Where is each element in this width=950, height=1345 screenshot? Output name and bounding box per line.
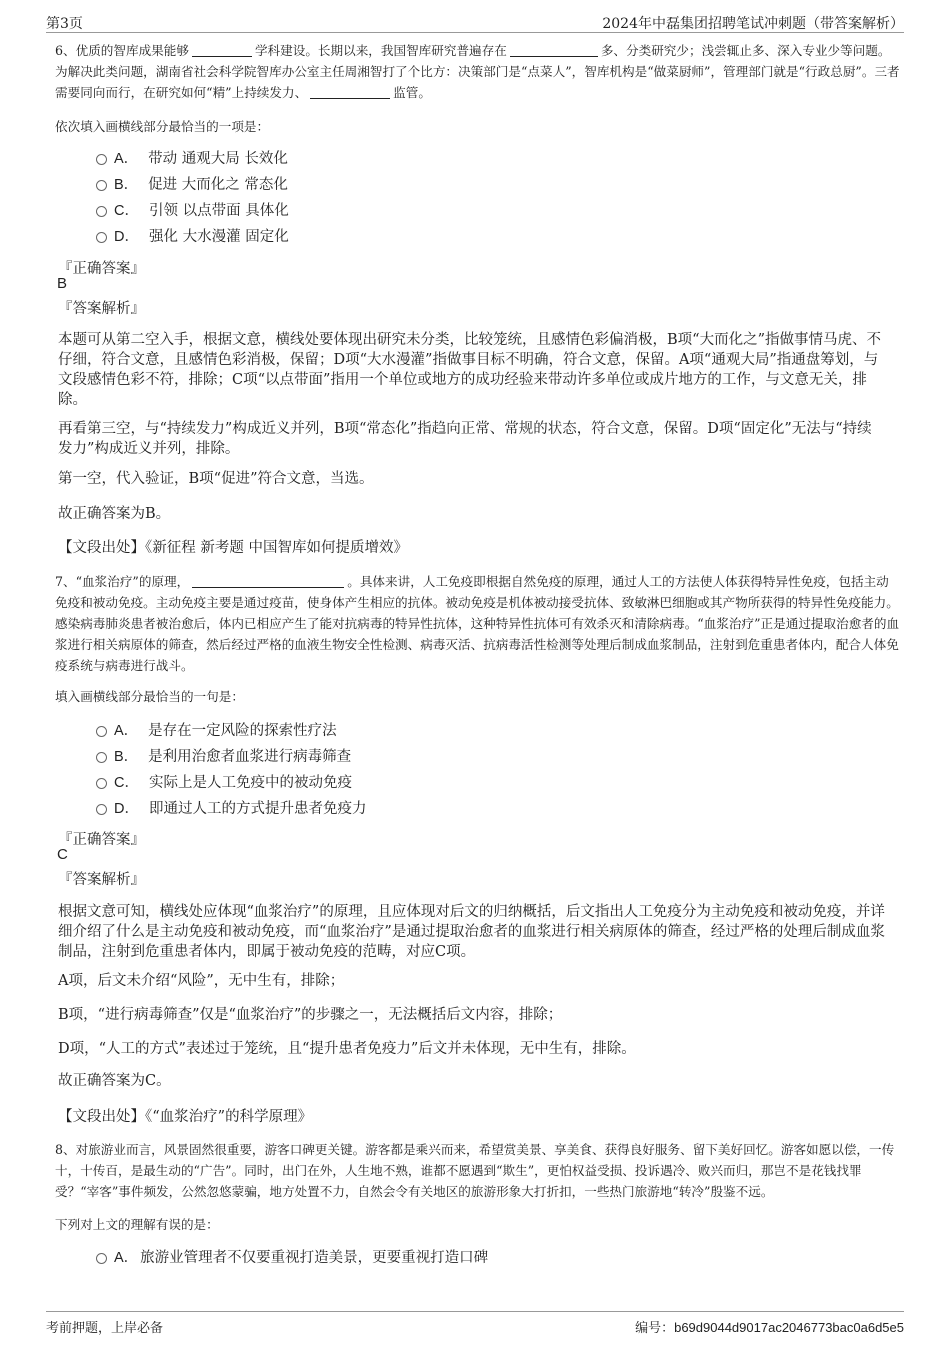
q7-option-c[interactable]: C． 实际上是人工免疫中的被动免疫 bbox=[96, 772, 352, 794]
radio-icon[interactable] bbox=[96, 778, 107, 789]
q6-analysis-4: 故正确答案为B。 bbox=[58, 506, 171, 522]
q8-instruction: 下列对上文的理解有误的是： bbox=[55, 1217, 219, 1232]
q6-source: 【文段出处】《新征程 新考题 中国智库如何提质增效》 bbox=[58, 540, 408, 556]
q7-analysis-2: A项，后文未介绍“风险”，无中生有，排除； bbox=[58, 973, 345, 989]
q7-source: 【文段出处】《“血浆治疗”的科学原理》 bbox=[58, 1109, 313, 1125]
blank-line bbox=[310, 84, 390, 99]
q7-instruction: 填入画横线部分最恰当的一句是： bbox=[55, 689, 244, 704]
radio-icon[interactable] bbox=[96, 232, 107, 243]
radio-icon[interactable] bbox=[96, 154, 107, 165]
q6-option-a[interactable]: A． 带动 通观大局 长效化 bbox=[96, 148, 288, 170]
q8-option-a[interactable]: A． 旅游业管理者不仅要重视打造美景，更要重视打造口碑 bbox=[96, 1247, 488, 1269]
radio-icon[interactable] bbox=[96, 1253, 107, 1264]
q7-answer: C bbox=[57, 846, 68, 863]
page-footer bbox=[46, 1311, 904, 1336]
radio-icon[interactable] bbox=[96, 752, 107, 763]
blank-line bbox=[192, 573, 344, 588]
q7-option-b[interactable]: B． 是利用治愈者血浆进行病毒筛查 bbox=[96, 746, 351, 768]
q6-analysis-2: 再看第三空，与“持续发力”构成近义并列，B项“常态化”指趋向正常、常规的状态，符合文意，保留。D项“固定化”无法与“持续发力”构成近义并列，排除。 bbox=[58, 421, 872, 457]
q7-analysis-4: D项，“人工的方式”表述过于笼统，且“提升患者免疫力”后文并未体现，无中生有，排除。 bbox=[58, 1041, 636, 1057]
radio-icon[interactable] bbox=[96, 180, 107, 191]
q6-analysis-1: 本题可从第二空入手，根据文意，横线处要体现出研究未分类，比较笼统，且感情色彩偏消极，B项“大而化之”指做事情马虎、不仔细，符合文意，且感情色彩消极，保留；D项“大水漫灌”指做事目标不明确，符合文意，保留。A项“通观大局”指通盘筹划，与文段感情色彩不符，排除；C项“以点带面”指用一个单位或地方的成功经验来带动许多单位或成片地方的工作，与文意无关，排除。 bbox=[58, 332, 881, 408]
q7-answer-label: 『正确答案』 bbox=[58, 832, 145, 848]
q7-option-d[interactable]: D． 即通过人工的方式提升患者免疫力 bbox=[96, 798, 366, 820]
document-title: 2024年中磊集团招聘笔试冲刺题（带答案解析） bbox=[602, 16, 904, 32]
q7-analysis-3: B项，“进行病毒筛查”仅是“血浆治疗”的步骤之一，无法概括后文内容，排除； bbox=[58, 1007, 563, 1023]
q6-stem: 6、优质的智库成果能够 学科建设。长期以来，我国智库研究普遍存在 多、分类研究少；浅尝辄止多、深入专业少等问题。为解决此类问题，湖南省社会科学院智库办公室主任周湘智打了个比方：决策部门是“点菜人”，智库机构是“做菜厨师”，管理部门就是“行政总厨”。三者需要同向而行，在研究如何“精”上持续发力、 监管。 bbox=[55, 43, 900, 100]
q7-analysis-label: 『答案解析』 bbox=[58, 872, 145, 888]
q6-analysis-label: 『答案解析』 bbox=[58, 301, 145, 317]
q6-answer-label: 『正确答案』 bbox=[58, 261, 145, 277]
q6-option-d[interactable]: D． 强化 大水漫灌 固定化 bbox=[96, 226, 289, 248]
q8-stem: 8、对旅游业而言，风景固然很重要，游客口碑更关键。游客都是乘兴而来，希望赏美景、享美食、获得良好服务、留下美好回忆。游客如愿以偿，一传十，十传百，是最生动的“广告”。同时，出门在外，人生地不熟，谁都不愿遇到“欺生”，更怕权益受损、投诉遇冷、败兴而归，那岂不是花钱找罪受？“宰客”事件频发，公然忽悠蒙骗，地方处置不力，自然会令有关地区的旅游形象大打折扣，一些热门旅游地“转冷”殷鉴不远。 bbox=[55, 1142, 895, 1199]
q6-option-c[interactable]: C． 引领 以点带面 具体化 bbox=[96, 200, 289, 222]
blank-line bbox=[510, 42, 598, 57]
radio-icon[interactable] bbox=[96, 206, 107, 217]
q7-analysis-1: 根据文意可知，横线处应体现“血浆治疗”的原理，且应体现对后文的归纳概括，后文指出人工免疫分为主动免疫和被动免疫，并详细介绍了什么是主动免疫和被动免疫，而“血浆治疗”是通过提取治愈者的血浆进行相关病原体的筛查，经过严格的处理后制成血浆制品，注射到危重患者体内，即属于被动免疫的范畴，对应C项。 bbox=[58, 904, 885, 960]
radio-icon[interactable] bbox=[96, 804, 107, 815]
page-number: 第3页 bbox=[46, 16, 83, 32]
radio-icon[interactable] bbox=[96, 726, 107, 737]
page-header bbox=[46, 10, 904, 33]
q6-answer: B bbox=[57, 275, 68, 292]
q6-analysis-3: 第一空，代入验证，B项“促进”符合文意，当选。 bbox=[58, 471, 374, 487]
q6-instruction: 依次填入画横线部分最恰当的一项是： bbox=[55, 119, 270, 134]
blank-line bbox=[192, 42, 252, 57]
q7-option-a[interactable]: A． 是存在一定风险的探索性疗法 bbox=[96, 720, 337, 742]
footer-slogan: 考前押题，上岸必备 bbox=[46, 1321, 164, 1336]
q7-stem: 7、“血浆治疗”的原理， 。具体来讲，人工免疫即根据自然免疫的原理，通过人工的方法使人体获得特异性免疫，包括主动免疫和被动免疫。主动免疫主要是通过疫苗，使身体产生相应的抗体。被动免疫是机体被动接受抗体、致敏淋巴细胞或其产物所获得的特异性免疫能力。感染病毒肺炎患者被治愈后，体内已相应产生了能对抗病毒的特异性抗体，这种特异性抗体可有效杀灭和清除病毒。“血浆治疗”正是通过提取治愈者的血浆进行相关病原体的筛查，然后经过严格的血液生物安全性检测、病毒灭活、抗病毒活性检测等处理后制成血浆制品，注射到危重患者体内，配合人体免疫系统与病毒进行战斗。 bbox=[55, 574, 900, 673]
document-code: 编号：b69d9044d9017ac2046773bac0a6d5e5 bbox=[635, 1320, 904, 1336]
q7-analysis-5: 故正确答案为C。 bbox=[58, 1073, 171, 1089]
q6-option-b[interactable]: B． 促进 大而化之 常态化 bbox=[96, 174, 288, 196]
